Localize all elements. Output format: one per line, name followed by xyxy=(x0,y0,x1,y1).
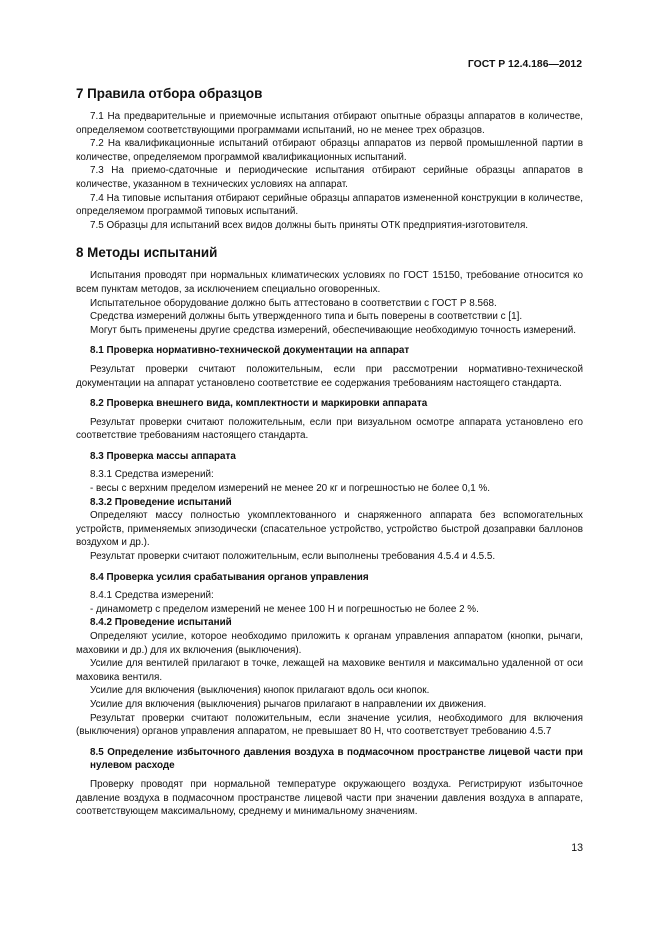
paragraph-8-3-1-item: - весы с верхним пределом измерений не менее 20 кг и погрешностью не более 0,1 %. xyxy=(90,483,490,495)
paragraph-8-3-2-2: Результат проверки считают положительным, если выполнены требования 4.5.4 и 4.5.5. xyxy=(90,551,496,563)
subsection-8-3-title: 8.3 Проверка массы аппарата xyxy=(90,450,236,462)
paragraph-8-intro-3: Средства измерений должны быть утвержденного типа и быть поверены в соответствии с [1]. xyxy=(90,311,523,323)
paragraph-8-4-2-3: Усилие для включения (выключения) кнопок прилагают вдоль оси кнопок. xyxy=(90,685,430,697)
paragraph-8-1-1: Результат проверки считают положительным, если при рассмотрении нормативно-технической документации на аппарат установлено соответствие ее содержания требованиям настоящего стандарта. xyxy=(76,363,583,389)
subsection-8-3-2-title: 8.3.2 Проведение испытаний xyxy=(90,496,232,508)
paragraph-8-3-1: 8.3.1 Средства измерений: xyxy=(90,469,214,481)
paragraph-8-4-1: 8.4.1 Средства измерений: xyxy=(90,590,214,602)
paragraph-7-4: 7.4 На типовые испытания отбирают серийные образцы аппаратов измененной конструкции в количестве, определяемом программой типовых испытаний. xyxy=(76,192,583,218)
paragraph-8-4-2-4: Усилие для включения (выключения) рычагов прилагают в направлении их движения. xyxy=(90,698,487,710)
paragraph-8-4-2-2: Усилие для вентилей прилагают в точке, лежащей на маховике вентиля и максимально удаленной от оси маховика вентиля. xyxy=(76,658,583,683)
paragraph-8-5-1: Проверку проводят при нормальной температуре окружающего воздуха. Регистрируют избыточное давление воздуха в подмасочном пространстве лицевой части при значении давления воздуха в аппарате, соответствующем максимальному, среднему и минимальному значениям. xyxy=(76,778,583,818)
paragraph-8-intro-1: Испытания проводят при нормальных климатических условиях по ГОСТ 15150, требование относится ко всем пунктам методов, за исключением специально оговоренных. xyxy=(76,270,583,295)
page-number: 13 xyxy=(571,842,583,854)
page-content xyxy=(76,82,583,819)
subsection-8-4-title: 8.4 Проверка усилия срабатывания органов управления xyxy=(90,571,369,583)
paragraph-8-4-2-5: Результат проверки считают положительным, если значение усилия, необходимого для включения (выключения) органов управления аппаратом, не превышает 80 Н, что соответствует требованию 4.5.7 xyxy=(76,712,583,738)
paragraph-8-2-1: Результат проверки считают положительным, если при визуальном осмотре аппарата установлено его соответствие требованиям настоящего стандарта. xyxy=(76,416,583,442)
paragraph-7-2: 7.2 На квалификационные испытаний отбирают образцы аппаратов из первой промышленной партии в количестве, определяемом программой квалификационных испытаний. xyxy=(76,138,583,163)
paragraph-8-4-1-item: - динамометр с пределом измерений не менее 100 Н и погрешностью не более 2 %. xyxy=(90,603,479,615)
paragraph-7-1: 7.1 На предварительные и приемочные испытания отбирают опытные образцы аппаратов в количестве, определяемом соответствующими программами испытаний, но не менее трех образцов. xyxy=(76,111,583,136)
paragraph-8-3-2-1: Определяют массу полностью укомплектованного и снаряженного аппарата без вспомогательных устройств, применяемых эпизодически (спасательное устройство, устройство быстрой дозаправки баллонов воздухом и др.). xyxy=(76,510,583,549)
paragraph-8-intro-2: Испытательное оборудование должно быть аттестовано в соответствии с ГОСТ Р 8.568. xyxy=(90,297,497,309)
paragraph-7-3: 7.3 На приемо-сдаточные и периодические испытания отбирают серийные образцы аппаратов в количестве, указанном в технических условиях на аппарат. xyxy=(76,165,583,190)
subsection-8-4-2-title: 8.4.2 Проведение испытаний xyxy=(90,617,232,629)
paragraph-7-5: 7.5 Образцы для испытаний всех видов должны быть приняты ОТК предприятия-изготовителя. xyxy=(90,219,529,231)
paragraph-8-intro-4: Могут быть применены другие средства измерений, обеспечивающие необходимую точность измерений. xyxy=(90,324,577,336)
section-7-title: 7 Правила отбора образцов xyxy=(76,86,263,101)
document-header: ГОСТ Р 12.4.186—2012 xyxy=(467,59,582,70)
subsection-8-2-title: 8.2 Проверка внешнего вида, комплектности и маркировки аппарата xyxy=(90,398,428,410)
subsection-8-1-title: 8.1 Проверка нормативно-технической документации на аппарат xyxy=(90,345,410,357)
paragraph-8-4-2-1: Определяют усилие, которое необходимо приложить к органам управления аппаратом (кнопки, рычаги, маховики и др.) для их включения (выключения). xyxy=(76,631,583,656)
subsection-8-5-title: 8.5 Определение избыточного давления воздуха в подмасочном пространстве лицевой части при нулевом расходе xyxy=(90,746,583,772)
section-8-title: 8 Методы испытаний xyxy=(76,245,218,261)
